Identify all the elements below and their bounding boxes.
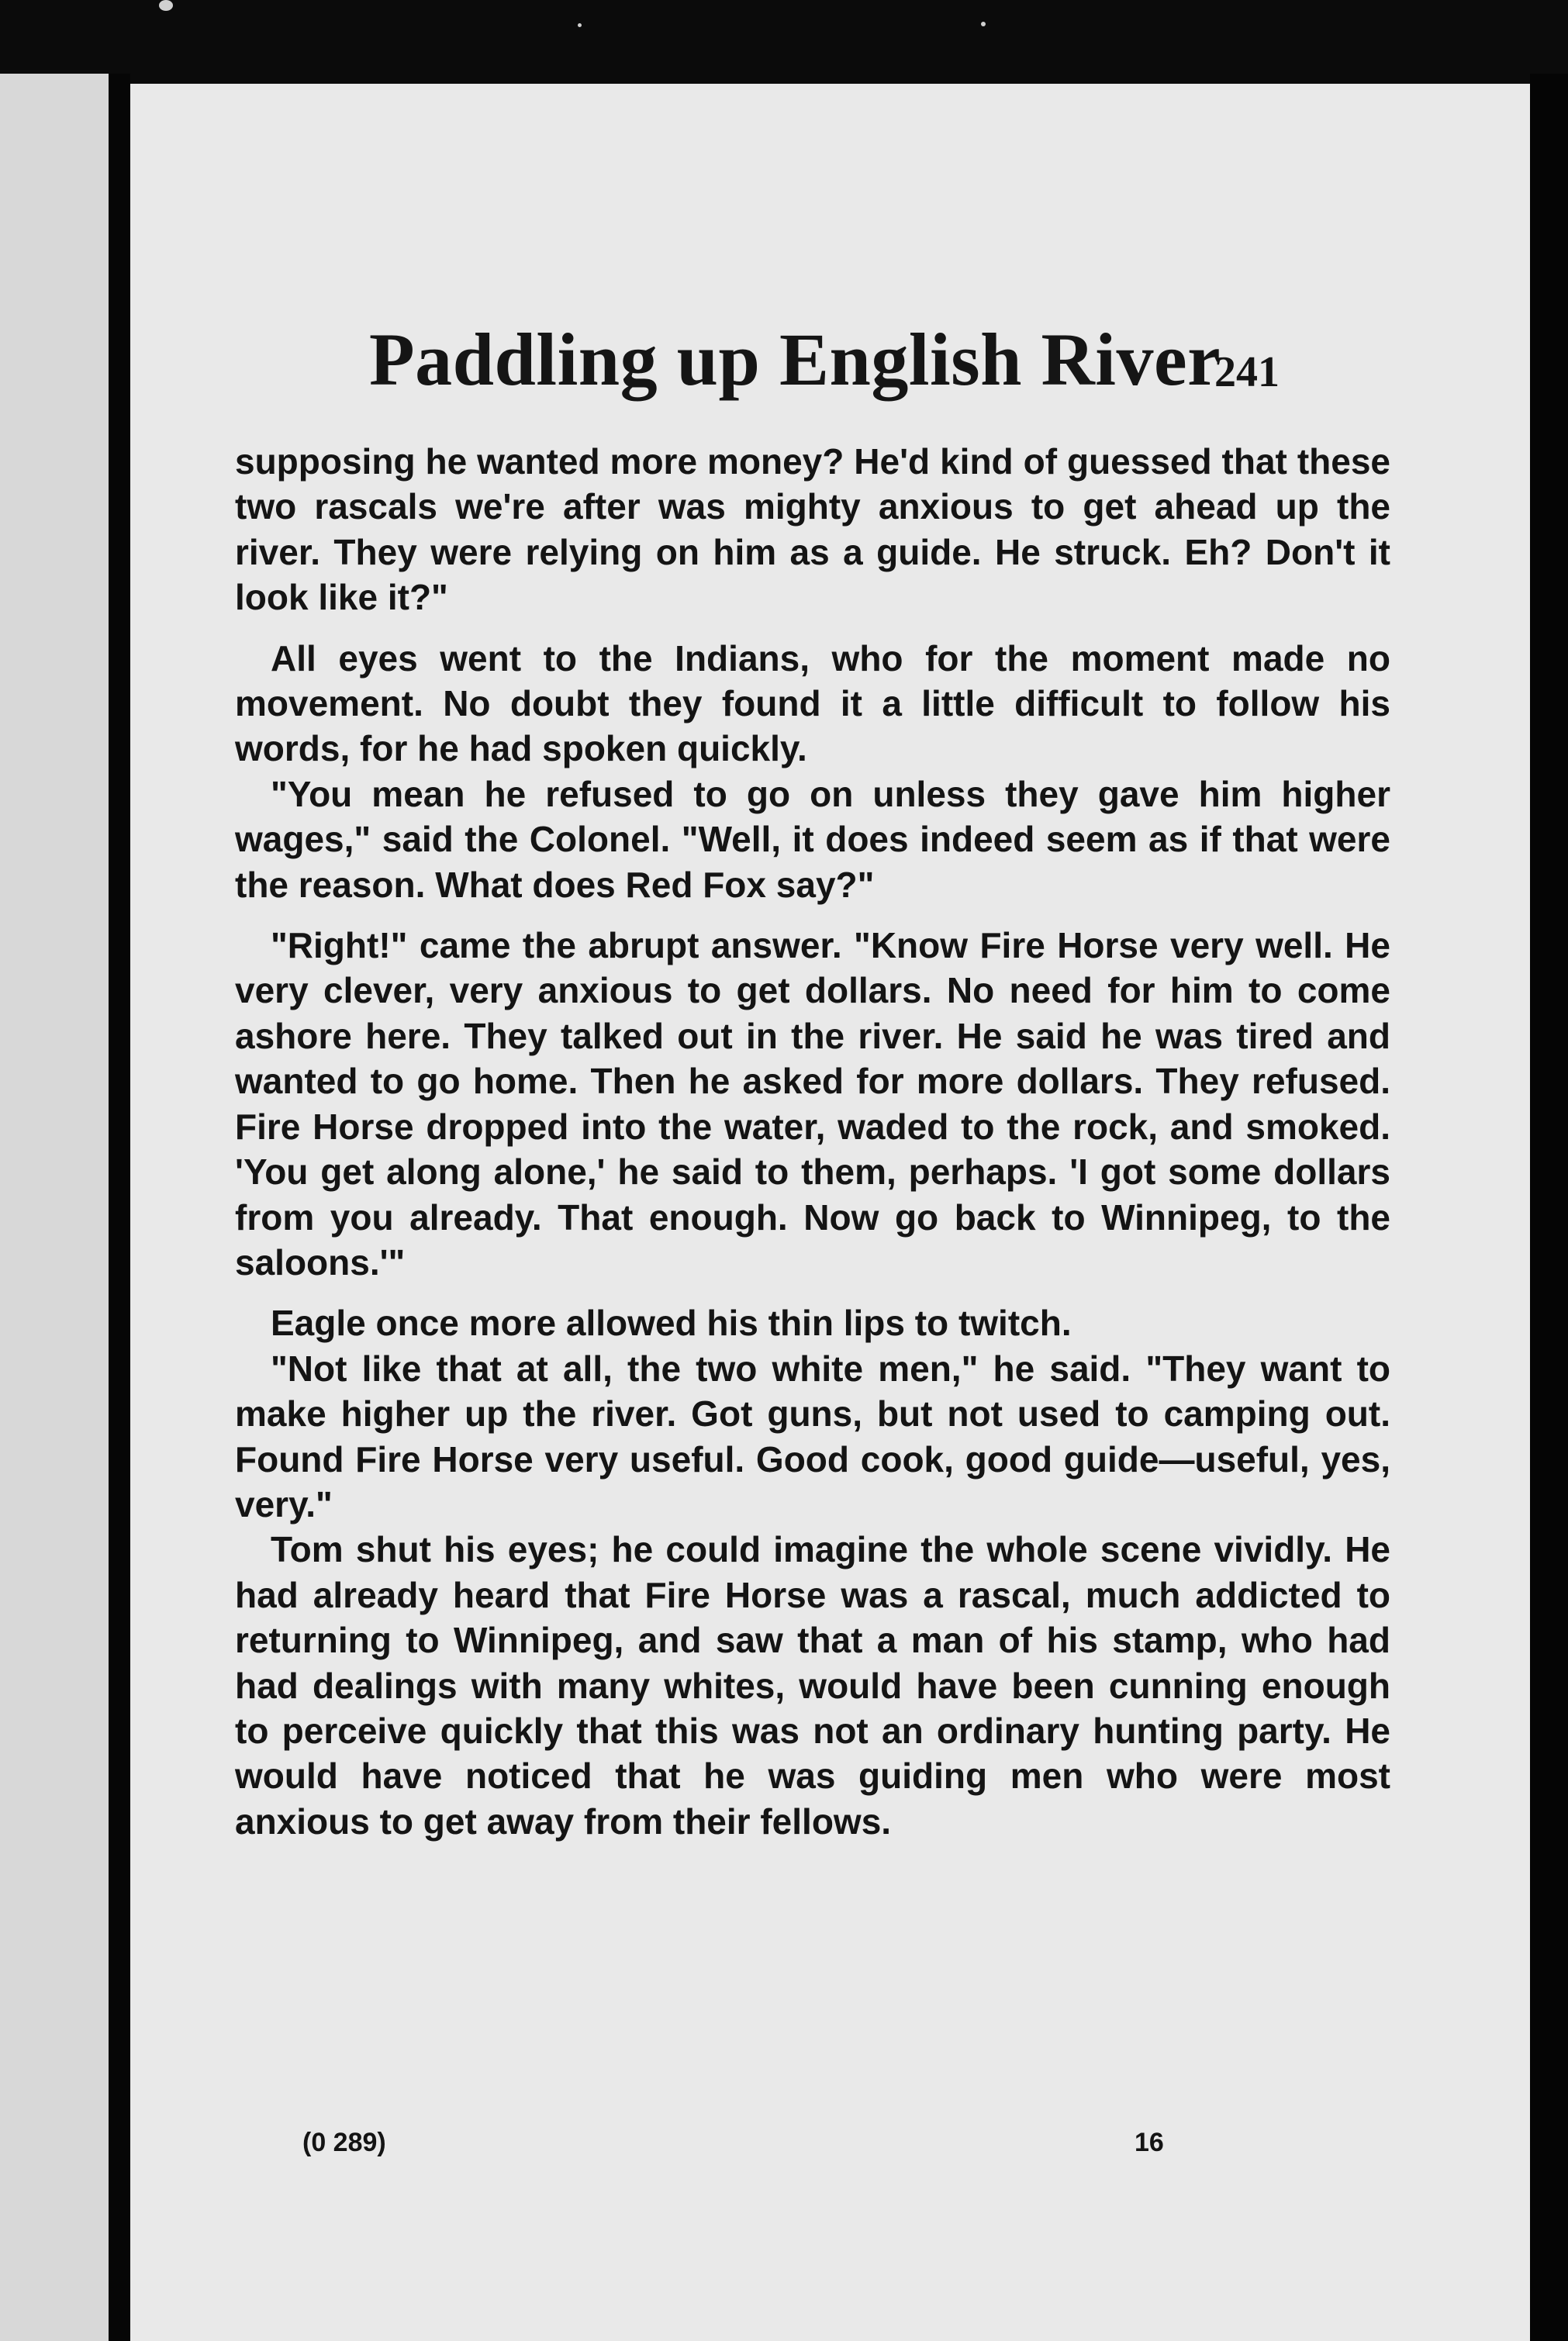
facing-page-edge (0, 74, 109, 2341)
paragraph: Eagle once more allowed his thin lips to twitch. (271, 1303, 1072, 1344)
paragraph: Tom shut his eyes; he could imagine the whole scene vividly. He had already heard that Fire Horse was a rascal, much addicted to returning to Winnipeg, and saw that a man of his stamp, who had had dealings with many whites, would have been cunning enough to perceive quickly that this was not an ordinary hunting party. He would have noticed that he was guiding men who were most anxious to get away from their fellows. (235, 1529, 1390, 1842)
printer-signature: (0 289) (302, 2128, 386, 2157)
scan-border-right (1530, 74, 1568, 2341)
paragraph: All eyes went to the Indians, who for the moment made no movement. No doubt they found it a little difficult to follow his words, for he had spoken quickly. (235, 637, 1390, 769)
paragraph: "You mean he refused to go on unless they gave him higher wages," said the Colonel. "Well, it does indeed seem as if that were the reason. What does Red Fox say?" (235, 773, 1390, 905)
scan-speck (981, 22, 986, 26)
page-number: 241 (1214, 348, 1280, 396)
book-page (130, 84, 1530, 2341)
sheet-number: 16 (1135, 2128, 1164, 2157)
paragraph: "Not like that at all, the two white men," he said. "They want to make higher up the river. Got guns, but not used to camping out. Found Fire Horse very useful. Good cook, good guide—useful, yes, very." (235, 1348, 1390, 1524)
page-header (130, 316, 1530, 425)
paragraph: supposing he wanted more money? He'd kind of guessed that these two rascals we're after was mighty anxious to get ahead up the river. They were relying on him as a guide. He struck. Eh? Don't it look like it?" (235, 441, 1390, 618)
scan-speck (159, 0, 173, 11)
paragraph: "Right!" came the abrupt answer. "Know Fire Horse very well. He very clever, very anxious to get dollars. No need for him to come ashore here. They talked out in the river. He said he was tired and wanted to go home. Then he asked for more dollars. They refused. Fire Horse dropped into the water, waded to the rock, and smoked. 'You get along alone,' he said to them, perhaps. 'I got some dollars from you already. That enough. Now go back to Winnipeg, to the saloons.'" (235, 925, 1390, 1283)
book-binding (109, 74, 130, 2341)
scan-speck (578, 23, 582, 27)
running-head: Paddling up English River (369, 318, 1221, 401)
body-text (235, 439, 1390, 1844)
